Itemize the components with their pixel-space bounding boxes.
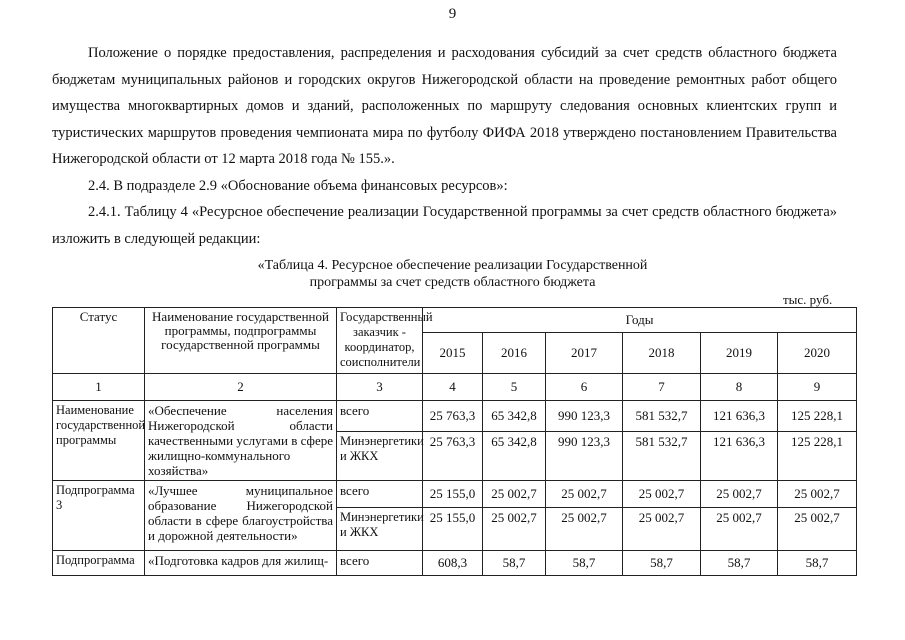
row-value: 25 002,7	[546, 508, 623, 551]
row-value: 121 636,3	[701, 401, 778, 432]
paragraph-section-2-4: 2.4. В подразделе 2.9 «Обоснование объема финансовых ресурсов»:	[88, 178, 508, 194]
row-value: 65 342,8	[483, 431, 546, 480]
row-value: 125 228,1	[778, 431, 857, 480]
table-row	[53, 551, 857, 576]
header-year: 2018	[623, 333, 701, 374]
row-value: 25 002,7	[701, 508, 778, 551]
column-number: 3	[337, 374, 423, 401]
table-header-row	[53, 308, 857, 333]
row-value: 25 002,7	[483, 508, 546, 551]
row-value: 581 532,7	[623, 431, 701, 480]
row-value: 25 002,7	[701, 481, 778, 508]
table-row	[53, 401, 857, 432]
header-customer: Государственный заказчик - координатор, соисполнители	[337, 308, 423, 374]
row-program-name: «Обеспечение населения Нижегородской области качественными услугами в сфере жилищно-коммунального хозяйства»	[145, 401, 337, 481]
row-value: 990 123,3	[546, 401, 623, 432]
header-year: 2019	[701, 333, 778, 374]
row-value: 25 002,7	[778, 481, 857, 508]
row-value: 121 636,3	[701, 431, 778, 480]
row-customer: всего	[337, 481, 423, 508]
row-value: 25 002,7	[546, 481, 623, 508]
row-value: 58,7	[483, 551, 546, 576]
column-number: 5	[483, 374, 546, 401]
row-status: Подпрограмма 3	[53, 481, 145, 551]
table-caption	[0, 257, 905, 291]
row-value: 125 228,1	[778, 401, 857, 432]
row-value: 65 342,8	[483, 401, 546, 432]
row-value: 608,3	[423, 551, 483, 576]
row-value: 58,7	[623, 551, 701, 576]
row-value: 58,7	[778, 551, 857, 576]
header-year: 2020	[778, 333, 857, 374]
row-value: 58,7	[546, 551, 623, 576]
row-value: 25 002,7	[623, 508, 701, 551]
column-number: 2	[145, 374, 337, 401]
header-year: 2015	[423, 333, 483, 374]
row-value: 25 002,7	[623, 481, 701, 508]
row-status: Подпрограмма	[53, 551, 145, 576]
paragraph-subsidy-regulation: Положение о порядке предоставления, распределения и расходования субсидий за счет средств областного бюджета бюджетам муниципальных районов и городских округов Нижегородской области на проведение ремонтных работ общего имущества многоквартирных домов и зданий, расположенных по маршруту следования основных клиентских групп и туристических маршрутов проведения чемпионата мира по футболу ФИФА 2018 утверждено постановлением Правительства Нижегородской области от 12 марта 2018 года № 155.».	[52, 45, 837, 167]
row-value: 25 002,7	[778, 508, 857, 551]
unit-label: тыс. руб.	[783, 292, 833, 307]
resource-table	[52, 307, 857, 576]
row-value: 25 155,0	[423, 508, 483, 551]
column-number: 6	[546, 374, 623, 401]
column-number: 7	[623, 374, 701, 401]
row-value: 990 123,3	[546, 431, 623, 480]
header-program-name: Наименование государственной программы, подпрограммы государственной программы	[145, 308, 337, 374]
table-caption-line2: программы за счет средств областного бюджета	[309, 275, 596, 290]
row-program-name: «Лучшее муниципальное образование Нижегородской области в сфере благоустройства и дорожной деятельности»	[145, 481, 337, 551]
table-row	[53, 481, 857, 508]
column-number: 8	[701, 374, 778, 401]
row-customer: Минэнергетики и ЖКХ	[337, 431, 423, 480]
row-program-name: «Подготовка кадров для жилищ-	[145, 551, 337, 576]
row-customer: Минэнергетики и ЖКХ	[337, 508, 423, 551]
column-number: 4	[423, 374, 483, 401]
column-number-row	[53, 374, 857, 401]
row-status: Наименование государственной программы	[53, 401, 145, 481]
column-number: 1	[53, 374, 145, 401]
header-year: 2017	[546, 333, 623, 374]
row-value: 58,7	[701, 551, 778, 576]
row-customer: всего	[337, 551, 423, 576]
row-customer: всего	[337, 401, 423, 432]
row-value: 25 155,0	[423, 481, 483, 508]
header-years: Годы	[423, 308, 857, 333]
row-value: 25 763,3	[423, 431, 483, 480]
paragraph-section-2-4-1: 2.4.1. Таблицу 4 «Ресурсное обеспечение реализации Государственной программы за счет средств областного бюджета» изложить в следующей редакции:	[52, 204, 837, 247]
column-number: 9	[778, 374, 857, 401]
page-number: 9	[448, 6, 457, 22]
header-year: 2016	[483, 333, 546, 374]
table-caption-line1: «Таблица 4. Ресурсное обеспечение реализации Государственной	[257, 258, 648, 273]
row-value: 25 002,7	[483, 481, 546, 508]
row-value: 581 532,7	[623, 401, 701, 432]
header-status: Статус	[53, 308, 145, 374]
row-value: 25 763,3	[423, 401, 483, 432]
